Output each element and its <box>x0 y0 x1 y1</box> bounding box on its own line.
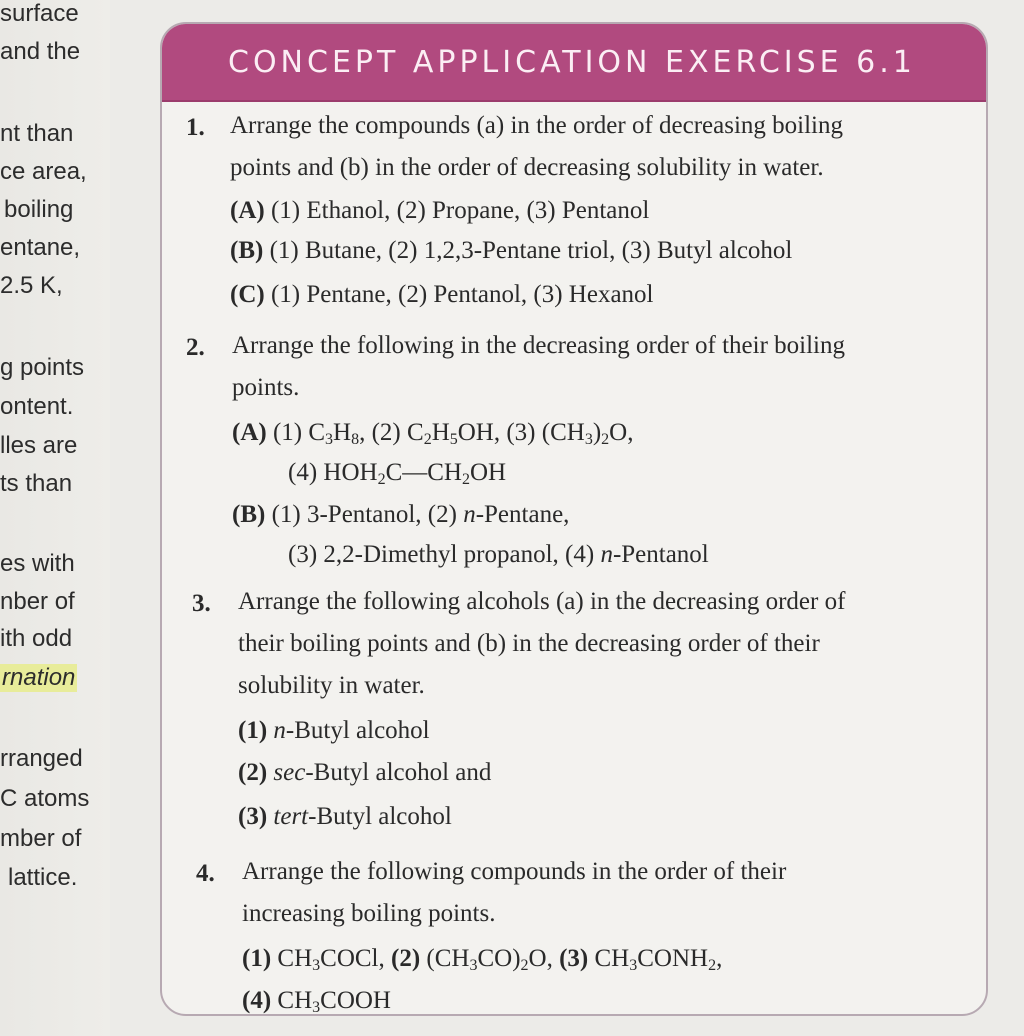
option-prefix: sec <box>273 759 306 786</box>
option-text: -Butyl alcohol <box>285 717 430 744</box>
option-label: (1) <box>238 717 268 744</box>
option-b-cont <box>288 538 709 572</box>
option-text: (1) Butane, (2) 1,2,3-Pentane triol, (3) Butyl alcohol <box>263 237 793 264</box>
option-a <box>232 416 633 450</box>
question-line: points. <box>232 374 300 401</box>
option-1 <box>238 714 430 748</box>
fragment-text: nt than <box>0 120 74 147</box>
option-b <box>232 498 569 532</box>
fragment-text: lattice. <box>8 864 78 891</box>
option-text: -Butyl alcohol and <box>305 759 492 786</box>
exercise-box <box>160 22 988 1016</box>
fragment-text: entane, <box>0 234 81 261</box>
option-4 <box>242 984 391 1016</box>
fragment-text: rranged <box>0 745 83 772</box>
option-label: (A) <box>230 197 265 224</box>
fragment-text: ontent. <box>0 393 74 420</box>
question-line: Arrange the compounds (a) in the order of decreasing boiling <box>230 112 843 139</box>
option-label: (B) <box>232 501 266 528</box>
option-3 <box>238 800 452 834</box>
question-line: Arrange the following alcohols (a) in the decreasing order of <box>238 588 846 615</box>
option-prefix: tert <box>273 803 309 830</box>
question-line: Arrange the following compounds in the order of their <box>242 858 787 885</box>
option-label: (3) <box>238 803 268 830</box>
question-number: 3. <box>192 590 211 617</box>
exercise-header <box>162 24 986 102</box>
fragment-text: g points <box>0 354 85 381</box>
option-label: (2) <box>238 759 268 786</box>
fragment-text: and the <box>0 38 81 65</box>
formula-line: $CH_3COCl$, (2) $(CH_3CO)_2O$, (3) $CH_3CONH_2$, <box>277 945 723 974</box>
fragment-text: ts than <box>0 470 73 497</box>
question-number: 2. <box>186 334 205 361</box>
option-label: (A) <box>232 419 267 446</box>
question-line: Arrange the following in the decreasing order of their boiling <box>232 332 846 359</box>
fragment-text: ce area, <box>0 158 87 185</box>
option-prefix: n <box>273 717 286 744</box>
fragment-text: C atoms <box>0 785 90 812</box>
option-a-cont <box>288 456 506 490</box>
option-label: (4) <box>242 987 272 1014</box>
fragment-text-highlighted: rnation <box>2 664 76 691</box>
option-label: (B) <box>230 237 264 264</box>
exercise-title: CONCEPT APPLICATION EXERCISE 6.1 <box>228 44 916 80</box>
question-number: 1. <box>186 114 205 141</box>
option-text: (1) Ethanol, (2) Propane, (3) Pentanol <box>264 197 650 224</box>
option-a <box>230 194 649 228</box>
fragment-text: lles are <box>0 432 78 459</box>
question-number: 4. <box>196 860 215 887</box>
option-b <box>230 234 792 268</box>
option-text: (1) Pentane, (2) Pentanol, (3) Hexanol <box>264 281 654 308</box>
option-1 <box>242 942 722 976</box>
fragment-text: ith odd <box>0 625 73 652</box>
formula-line: (1) $C_3H_8$, (2) $C_2H_5OH$, (3) $(CH_3)_2O$, <box>272 419 634 448</box>
left-column-fragments <box>0 0 110 1036</box>
fragment-text: es with <box>0 550 75 577</box>
formula-line: (4) $HOH_2C—CH_2OH$ <box>288 459 507 488</box>
question-line: solubility in water. <box>238 672 425 699</box>
option-text: (3) 2,2-Dimethyl propanol, (4) n-Pentanol <box>288 541 709 568</box>
fragment-text: mber of <box>0 825 82 852</box>
option-label: (1) <box>242 945 272 972</box>
question-line: increasing boiling points. <box>242 900 496 927</box>
option-label: (C) <box>230 281 265 308</box>
fragment-text: 2.5 K, <box>0 272 63 299</box>
option-2 <box>238 756 491 790</box>
fragment-text: nber of <box>0 588 75 615</box>
fragment-text: surface <box>0 0 79 27</box>
question-line: their boiling points and (b) in the decreasing order of their <box>238 630 820 657</box>
option-text: -Butyl alcohol <box>308 803 452 830</box>
fragment-text: boiling <box>4 196 74 223</box>
option-text: (1) 3-Pentanol, (2) n-Pentane, <box>271 501 570 528</box>
formula-line: $CH_3COOH$ <box>277 987 391 1016</box>
question-line: points and (b) in the order of decreasing solubility in water. <box>230 154 824 181</box>
option-c <box>230 278 654 312</box>
